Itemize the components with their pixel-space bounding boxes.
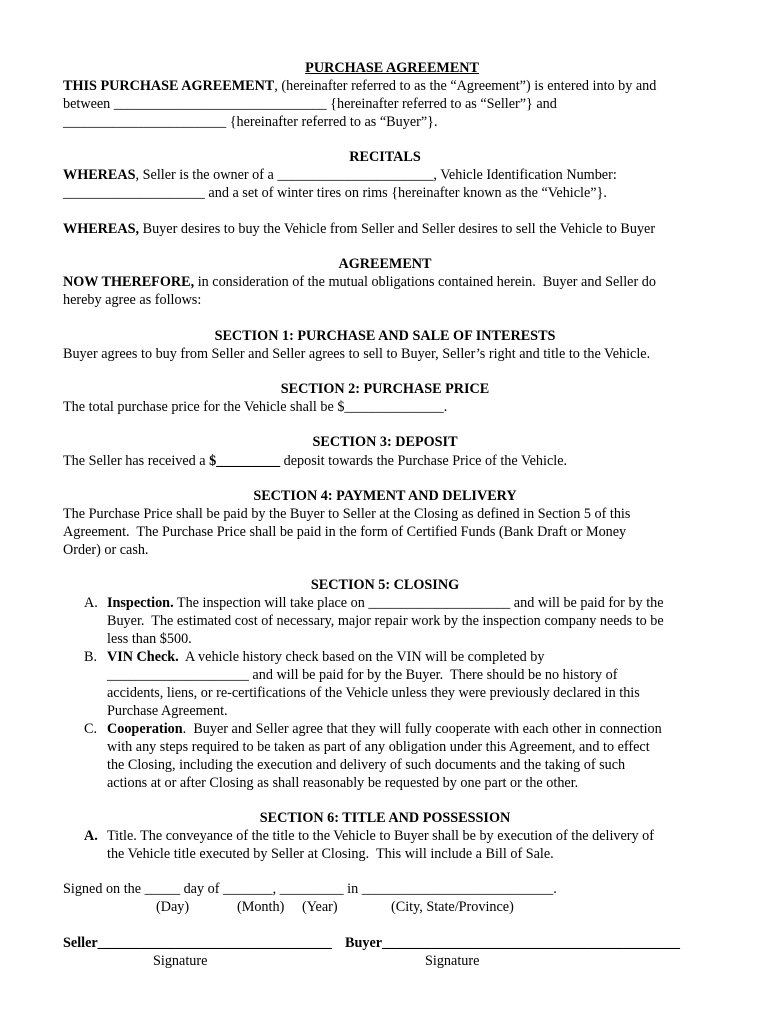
agreement-line-1: NOW THEREFORE, in consideration of the mutual obligations contained herein. Buyer and Seller do [63, 274, 656, 290]
section-5-a-line-1: Inspection. The inspection will take place on ____________________ and will be paid for by the [107, 595, 664, 611]
signing-date-place: Signed on the _____ day of _______, _________ in ___________________________. [63, 881, 557, 897]
section-5-c-marker: C. [84, 721, 98, 737]
signing-place-caption: (City, State/Province) [391, 899, 514, 915]
section-6-heading: SECTION 6: TITLE AND POSSESSION [259, 810, 511, 826]
buyer-signature-caption: Signature [425, 953, 480, 969]
recitals-heading: RECITALS [349, 149, 421, 165]
buyer-signature-line: Buyer__________________________________________ [345, 935, 680, 951]
section-4-heading: SECTION 4: PAYMENT AND DELIVERY [253, 488, 517, 504]
section-5-a-line-2: Buyer. The estimated cost of necessary, major repair work by the inspection company needs to be [107, 613, 664, 629]
section-5-c-line-4: actions at or after Closing as shall reasonably be requested by one part or the other. [107, 775, 579, 791]
section-5-a-marker: A. [84, 595, 98, 611]
section-6-a-line-1: Title. The conveyance of the title to the Vehicle to Buyer shall be by execution of the delivery of [107, 828, 654, 844]
section-3-text: The Seller has received a $_________ deposit towards the Purchase Price of the Vehicle. [63, 453, 568, 469]
section-5-heading: SECTION 5: CLOSING [310, 577, 460, 593]
section-5-c-line-2: with any steps required to be taken as part of any obligation under this Agreement, and to effect [107, 739, 650, 755]
intro-line-2: between ______________________________ {hereinafter referred to as “Seller”} and [63, 96, 557, 112]
section-5-b-marker: B. [84, 649, 98, 665]
section-4-line-2: Agreement. The Purchase Price shall be paid in the form of Certified Funds (Bank Draft or Money [63, 524, 627, 540]
seller-signature-caption: Signature [153, 953, 208, 969]
deposit-amount: $_________ [209, 453, 281, 469]
section-6-a-line-2: the Vehicle title executed by Seller at Closing. This will include a Bill of Sale. [107, 846, 554, 862]
intro-line-1: THIS PURCHASE AGREEMENT, (hereinafter referred to as the “Agreement”) is entered into by and [63, 78, 657, 94]
intro-line-3: _______________________ {hereinafter referred to as “Buyer”}. [63, 114, 438, 130]
signing-day-caption: (Day) [156, 899, 190, 915]
seller-signature-line: Seller_________________________________ [63, 935, 332, 951]
section-5-b-line-4: Purchase Agreement. [107, 703, 228, 719]
whereas-2: WHEREAS, Buyer desires to buy the Vehicle from Seller and Seller desires to sell the Vehicle to Buyer [63, 221, 656, 237]
signing-year-caption: (Year) [302, 899, 338, 915]
section-4-line-1: The Purchase Price shall be paid by the Buyer to Seller at the Closing as defined in Section 5 of this [63, 506, 631, 522]
section-4-line-3: Order) or cash. [63, 542, 149, 558]
section-5-b-line-1: VIN Check. A vehicle history check based on the VIN will be completed by [107, 649, 545, 665]
section-1-heading: SECTION 1: PURCHASE AND SALE OF INTERESTS [214, 328, 556, 344]
section-5-a-line-3: less than $500. [107, 631, 192, 647]
agreement-line-2: hereby agree as follows: [63, 292, 202, 308]
whereas-1-line-1: WHEREAS, Seller is the owner of a ______________________, Vehicle Identification Number: [63, 167, 617, 183]
section-1-text: Buyer agrees to buy from Seller and Seller agrees to sell to Buyer, Seller’s right and title to the Vehicle. [63, 346, 651, 362]
section-5-b-line-2: ____________________ and will be paid for by the Buyer. There should be no history of [107, 667, 618, 683]
section-5-c-line-1: Cooperation. Buyer and Seller agree that they will fully cooperate with each other in connection [107, 721, 662, 737]
intro-lead: THIS PURCHASE AGREEMENT [63, 78, 275, 94]
section-3-heading: SECTION 3: DEPOSIT [312, 434, 458, 450]
whereas-1-line-2: ____________________ and a set of winter tires on rims {hereinafter known as the “Vehicle”}. [63, 185, 607, 201]
section-6-a-marker: A. [84, 828, 98, 844]
document-title: PURCHASE AGREEMENT [305, 60, 479, 76]
section-2-text: The total purchase price for the Vehicle shall be $______________. [63, 399, 448, 415]
section-5-b-line-3: accidents, liens, or re-certifications of the Vehicle unless they were previously declared in this [107, 685, 640, 701]
section-2-heading: SECTION 2: PURCHASE PRICE [280, 381, 490, 397]
section-5-c-line-3: the Closing, including the execution and delivery of such documents and the taking of such [107, 757, 626, 773]
signing-month-caption: (Month) [237, 899, 285, 915]
agreement-heading: AGREEMENT [338, 256, 432, 272]
